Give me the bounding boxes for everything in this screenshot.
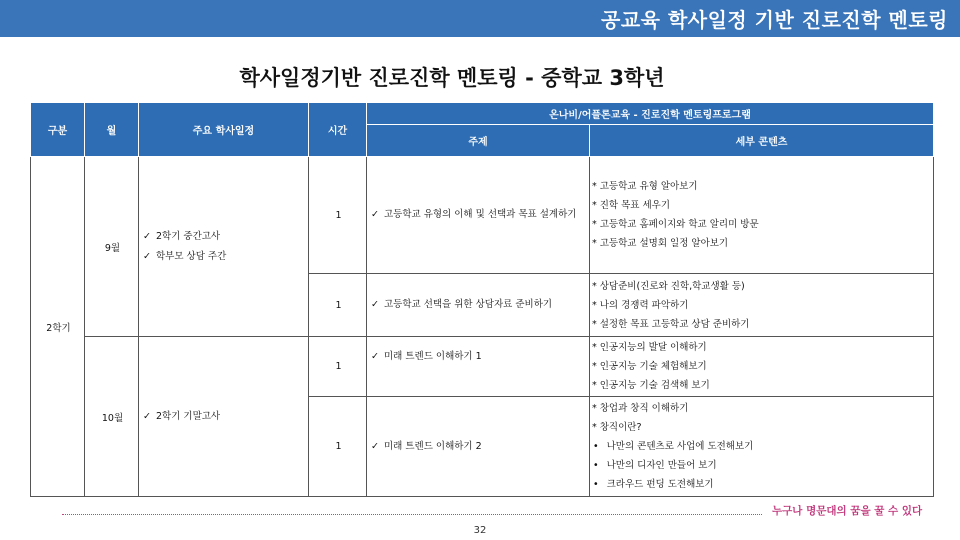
detail-item: * 창직이란?: [592, 418, 933, 437]
header-category: 구분: [31, 103, 85, 157]
detail-item: * 인공지능의 발달 이해하기: [592, 338, 933, 357]
detail-item: * 고등학교 설명회 일정 알아보기: [592, 234, 933, 253]
month-cell: 9월: [85, 157, 139, 337]
header-month: 월: [85, 103, 139, 157]
hours-cell: 1: [309, 397, 367, 497]
detail-item: • 나만의 디자인 만들어 보기: [592, 456, 933, 475]
details-cell: [590, 337, 934, 397]
detail-item: * 상담준비(진로와 진학,학교생활 등): [592, 277, 933, 296]
footer-divider: [62, 514, 762, 515]
topic-item: ✓ 고등학교 유형의 이해 및 선택과 목표 설계하기: [369, 205, 589, 225]
header-title: 공교육 학사일정 기반 진로진학 멘토링: [601, 8, 948, 32]
semester-cell: 2학기: [31, 157, 85, 497]
topic-cell: [367, 337, 590, 397]
hours-cell: 1: [309, 337, 367, 397]
table-row: [31, 157, 934, 274]
topic-cell: [367, 397, 590, 497]
detail-item: * 고등학교 홈페이지와 학교 알리미 방문: [592, 215, 933, 234]
topic-cell: [367, 157, 590, 274]
detail-item: * 진학 목표 세우기: [592, 196, 933, 215]
detail-item: * 고등학교 유형 알아보기: [592, 177, 933, 196]
topic-cell: [367, 274, 590, 337]
schedule-cell: [139, 157, 309, 337]
schedule-table: [30, 102, 934, 497]
topic-item: ✓ 미래 트렌드 이해하기 1: [369, 347, 589, 367]
hours-cell: 1: [309, 274, 367, 337]
header-details: 세부 콘텐츠: [590, 125, 934, 157]
footer-slogan: 누구나 명문대의 꿈을 꿀 수 있다: [772, 505, 923, 517]
details-cell: [590, 274, 934, 337]
hours-cell: 1: [309, 157, 367, 274]
schedule-item: ✓ 2학기 기말고사: [141, 407, 308, 427]
detail-item: * 인공지능 기술 체험해보기: [592, 357, 933, 376]
topic-item: ✓ 고등학교 선택을 위한 상담자료 준비하기: [369, 295, 589, 315]
page-title: 학사일정기반 진로진학 멘토링 - 중학교 3학년: [239, 66, 665, 90]
page-number: 32: [473, 525, 487, 536]
month-cell: 10월: [85, 337, 139, 497]
header-topic: 주제: [367, 125, 590, 157]
schedule-item: ✓ 학부모 상담 주간: [141, 247, 308, 267]
detail-item: * 나의 경쟁력 파악하기: [592, 296, 933, 315]
detail-item: • 나만의 콘텐츠로 사업에 도전해보기: [592, 437, 933, 456]
topic-item: ✓ 미래 트렌드 이해하기 2: [369, 437, 589, 457]
detail-item: * 창업과 창직 이해하기: [592, 399, 933, 418]
header-bar: [0, 0, 960, 37]
details-cell: [590, 397, 934, 497]
detail-item: • 크라우드 펀딩 도전해보기: [592, 475, 933, 494]
header-program: 온나비/어플론교육 - 진로진학 멘토링프로그램: [367, 103, 934, 125]
detail-item: * 설정한 목표 고등학교 상담 준비하기: [592, 315, 933, 334]
detail-item: * 인공지능 기술 검색해 보기: [592, 376, 933, 395]
header-schedule: 주요 학사일정: [139, 103, 309, 157]
table-row: [31, 337, 934, 397]
header-hours: 시간: [309, 103, 367, 157]
schedule-item: ✓ 2학기 중간고사: [141, 227, 308, 247]
schedule-cell: [139, 337, 309, 497]
details-cell: [590, 157, 934, 274]
